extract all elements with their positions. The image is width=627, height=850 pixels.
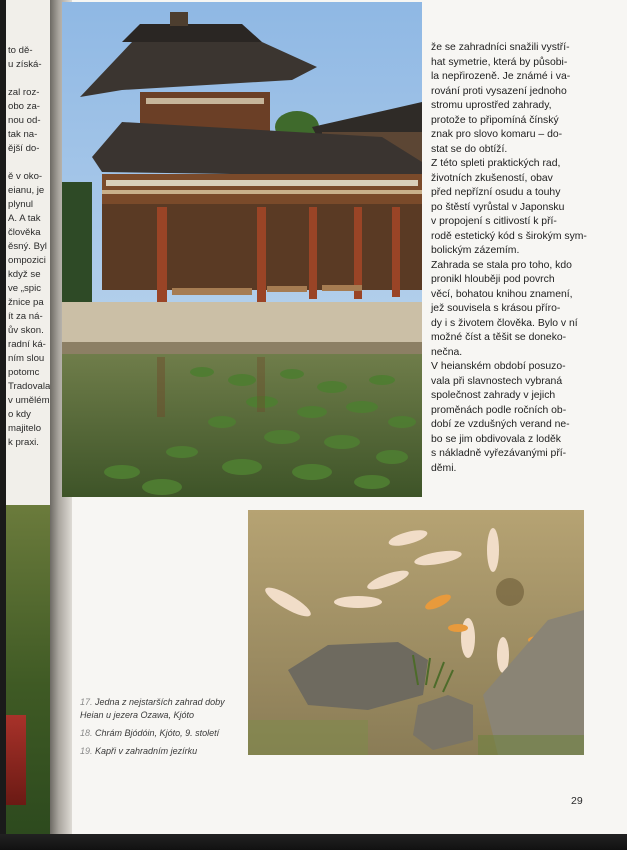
left-page-line bbox=[6, 156, 52, 170]
caption-number: 19. bbox=[80, 746, 93, 756]
left-page-line: zal roz- bbox=[8, 87, 40, 98]
body-text-column bbox=[431, 41, 591, 476]
body-text-line: rování proti vysazení jednoho bbox=[431, 85, 567, 97]
body-text-line: rodě estetický kód s širokým sym- bbox=[431, 230, 587, 242]
caption-text: Kapři v zahradním jezírku bbox=[95, 746, 198, 756]
left-page-line: eianu, je bbox=[8, 185, 45, 196]
left-page-line: radní ká- bbox=[8, 339, 46, 350]
left-page-line: A. A tak bbox=[8, 213, 41, 224]
body-text-line: v propojení s citlivostí k pří- bbox=[431, 216, 557, 227]
left-page-line: ve „spic bbox=[8, 283, 42, 294]
body-text-line: hat symetrie, která by působi- bbox=[431, 56, 568, 68]
body-text-line: dobí ze vzdušných verand ne- bbox=[431, 419, 570, 430]
left-page-line: plynul bbox=[8, 199, 34, 210]
scan-bottom-edge bbox=[0, 834, 627, 850]
body-text-line: stat se do obtíží. bbox=[431, 143, 508, 155]
body-paragraph bbox=[431, 41, 591, 157]
left-page-garden-photo bbox=[6, 505, 52, 834]
body-text-line: že se zahradníci snažili vystří- bbox=[431, 42, 570, 53]
koi-pond-photo bbox=[248, 510, 584, 755]
left-page-line bbox=[6, 72, 52, 86]
body-text-line: vala při slavnostech vybraná bbox=[431, 375, 563, 387]
body-text-line: bo se jim obdivovala z loděk bbox=[431, 433, 561, 445]
temple-photo bbox=[62, 2, 422, 497]
caption-number: 17. bbox=[80, 697, 93, 707]
left-page-line: ním slou bbox=[8, 353, 45, 364]
body-text-line: děmi. bbox=[431, 462, 457, 474]
body-text-line: před nepřízní osudu a touhy bbox=[431, 187, 561, 198]
body-paragraph bbox=[431, 259, 591, 361]
body-text-line: la nepřirozeně. Je známé i va- bbox=[431, 71, 571, 82]
body-text-line: V heianském období posuzo- bbox=[431, 361, 566, 372]
body-text-line: Zahrada se stala pro toho, kdo bbox=[431, 259, 572, 271]
body-text-line: jež souvisela s krásou příro- bbox=[431, 303, 561, 314]
caption-line bbox=[80, 727, 240, 740]
caption-text: Jedna z nejstarších zahrad doby bbox=[95, 697, 225, 707]
body-text-line: dy i s životem člověka. Bylo v ní bbox=[431, 317, 578, 329]
left-page-line: v umělém bbox=[8, 395, 50, 406]
body-text-line: nečna. bbox=[431, 346, 463, 358]
left-page-line: Tradovala bbox=[8, 381, 51, 392]
body-text-line: životních zkušeností, obav bbox=[431, 172, 553, 184]
body-text-line: po štěstí vyrůstal v Japonsku bbox=[431, 201, 565, 213]
left-page-line: když se bbox=[8, 269, 41, 280]
body-text-line: věcí, bohatou knihou znamení, bbox=[431, 288, 573, 300]
left-page-line: obo za- bbox=[8, 101, 40, 112]
body-text-line: Z této spleti praktických rad, bbox=[431, 158, 561, 169]
left-page-line: tak na- bbox=[8, 129, 38, 140]
left-page-line: ěsný. Byl bbox=[8, 241, 47, 252]
left-page-line: ův skon. bbox=[8, 325, 44, 336]
left-page-line: žnice pa bbox=[8, 297, 44, 308]
body-text-line: bolickým zázemím. bbox=[431, 245, 520, 256]
body-text-line: s nákladně vyřezávanými pří- bbox=[431, 448, 567, 459]
body-text-line: proměnách podle ročních ob- bbox=[431, 404, 567, 416]
left-page-line: ě v oko- bbox=[8, 171, 43, 182]
caption-line bbox=[80, 745, 240, 758]
left-page-line: o kdy bbox=[8, 409, 31, 420]
left-page-line: k praxi. bbox=[8, 437, 39, 448]
caption-line bbox=[80, 696, 240, 709]
body-text-line: protože to připomíná čínský bbox=[431, 114, 559, 126]
body-text-line: možné číst a těšit se doneko- bbox=[431, 332, 567, 343]
caption-number: 18. bbox=[80, 728, 93, 738]
photo-captions bbox=[80, 696, 240, 758]
body-paragraph bbox=[431, 157, 591, 259]
body-text-line: společnost zahrady v jejich bbox=[431, 390, 556, 401]
body-paragraph bbox=[431, 360, 591, 476]
body-text-line: znak pro slovo komaru – do- bbox=[431, 129, 563, 140]
left-page-line: nou od- bbox=[8, 115, 41, 126]
caption-text: Chrám Bjódóin, Kjóto, 9. století bbox=[95, 728, 220, 738]
left-page-line: majitelo bbox=[8, 423, 42, 434]
red-fence-detail bbox=[6, 715, 26, 805]
page-number: 29 bbox=[571, 795, 583, 807]
left-page-line: to dě- bbox=[8, 45, 33, 56]
body-text-line: pronikl hlouběji pod povrch bbox=[431, 274, 555, 285]
left-page-line: potomc bbox=[8, 367, 40, 378]
left-page-line: ější do- bbox=[8, 143, 40, 154]
caption-line bbox=[80, 709, 240, 722]
left-page-line: ompozici bbox=[8, 255, 46, 266]
body-text-line: stromu uprostřed zahrady, bbox=[431, 100, 552, 111]
caption-text: Heian u jezera Ozawa, Kjóto bbox=[80, 710, 195, 720]
left-page-line: u získá- bbox=[8, 59, 42, 70]
left-page-line: člověka bbox=[8, 227, 41, 238]
left-page-line: ít za ná- bbox=[8, 311, 43, 322]
